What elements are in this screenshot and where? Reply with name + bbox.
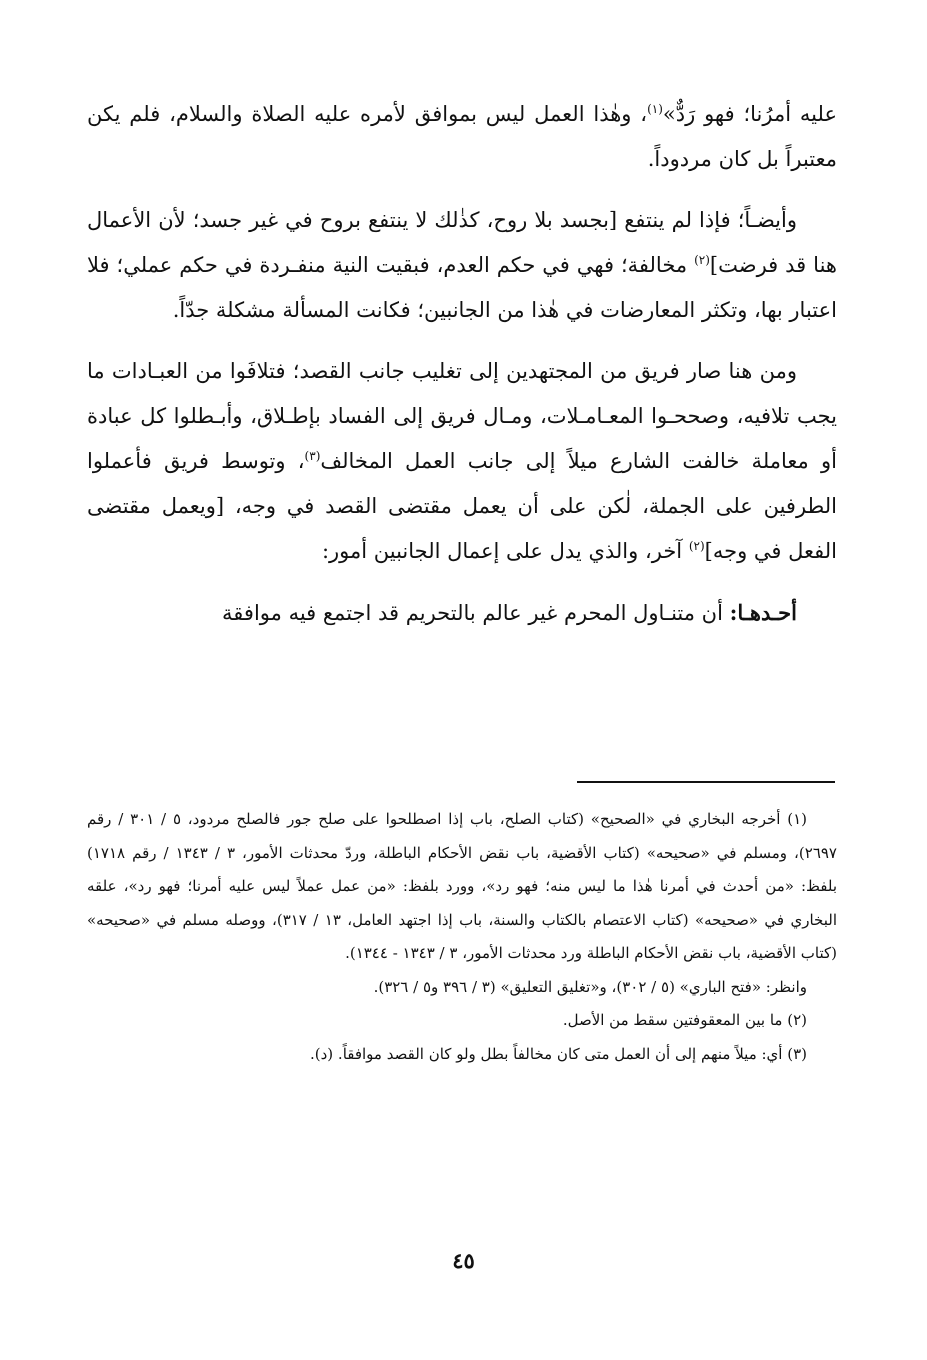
paragraph-1: [87, 92, 837, 182]
footnotes: [87, 803, 837, 1071]
paragraph-1-text-b: ، وهٰذا العمل ليس بموافق لأمره عليه الصلاة والسلام، فلم يكن معتبراً بل كان مردوداً.: [87, 102, 837, 171]
paragraph-2-text-a: وأيضـاً؛ فإذا لم ينتفع [بجسد بلا روح، كذٰلك لا ينتفع بروح في غير جسد؛ لأن الأعمال هنا قد فرضت]: [87, 208, 837, 277]
paragraph-2-text-b: مخالفة؛ فهي في حكم العدم، فبقيت النية منفـردة في حكم عملي؛ فلا اعتبار بها، وتكثر المعارضات في هٰذا من الجانبين؛ فكانت المسألة مشكلة جدّاً.: [87, 253, 837, 322]
footnote-1-see-also: وانظر: «فتح الباري» (٥ / ٣٠٢)، و«تغليق التعليق» (٣ / ٣٩٦ و٥ / ٣٢٦).: [373, 977, 807, 996]
paragraph-3-text-b: ، وتوسط فريق فأعملوا الطرفين على الجملة، لٰكن على أن يعمل مقتضى القصد في وجه، [ويعمل مقتضى الفعل في وجه]: [87, 449, 837, 563]
footnote-ref-2: (٢): [694, 253, 710, 267]
footnote-ref-1: (١): [647, 102, 663, 116]
paragraph-4-lead: أحـدهـا:: [729, 600, 797, 625]
footnote-2: (٢) ما بين المعقوفتين سقط من الأصل.: [562, 1011, 807, 1029]
main-text: [87, 92, 837, 652]
paragraph-3-text-a: ومن هنا صار فريق من المجتهدين إلى تغليب جانب القصد؛ فتلافَوا من العبـادات ما يجب تلافيه، وصححـوا المعـامـلات، ومـال فريق إلى الفساد بإطـلاق، وأبـطلوا كل عبادة أو معاملة خالفت الشارع ميلاً إلى جانب العمل المخالف: [87, 359, 837, 473]
paragraph-2: [87, 198, 837, 333]
paragraph-1-text-a: عليه أمرُنا؛ فهو رَدٌّ»: [662, 102, 837, 126]
paragraph-4: [87, 590, 837, 636]
footnote-1: (١) أخرجه البخاري في «الصحيح» (كتاب الصلح، باب إذا اصطلحوا على صلح جور فالصلح مردود، ٥ / ٣٠١ / رقم ٢٦٩٧)، ومسلم في «صحيحه» (كتاب الأقضية، باب نقض الأحكام الباطلة، وردّ محدثات الأمور، ٣ / ١٣٤٣ / رقم ١٧١٨) بلفظ: «من أحدث في أمرنا هٰذا ما ليس منه؛ فهو رد»، وورد بلفظ: «من عمل عملاً ليس عليه أمرنا؛ فهو رد»، علقه البخاري في «صحيحه» (كتاب الاعتصام بالكتاب والسنة، باب إذا اجتهد العامل، ١٣ / ٣١٧)، ووصله مسلم في «صحيحه» (كتاب الأقضية، باب نقض الأحكام الباطلة ورد محدثات الأمور، ٣ / ١٣٤٣ - ١٣٤٤).: [87, 810, 838, 962]
page-number: ٤٥: [452, 1248, 475, 1273]
footnote-3: (٣) أي: ميلاً منهم إلى أن العمل متى كان مخالفاً بطل ولو كان القصد موافقاً. (د).: [310, 1044, 807, 1063]
paragraph-4-text: أن متنـاول المحرم غير عالم بالتحريم قد اجتمع فيه موافقة: [222, 601, 730, 625]
footnote-ref-2b: (٢): [688, 539, 705, 553]
paragraph-3-text-c: آخر، والذي يدل على إعمال الجانبين أمور:: [321, 539, 689, 563]
footnote-separator: [577, 781, 835, 783]
footnote-ref-3: (٣): [304, 449, 321, 463]
paragraph-3: [87, 349, 837, 574]
